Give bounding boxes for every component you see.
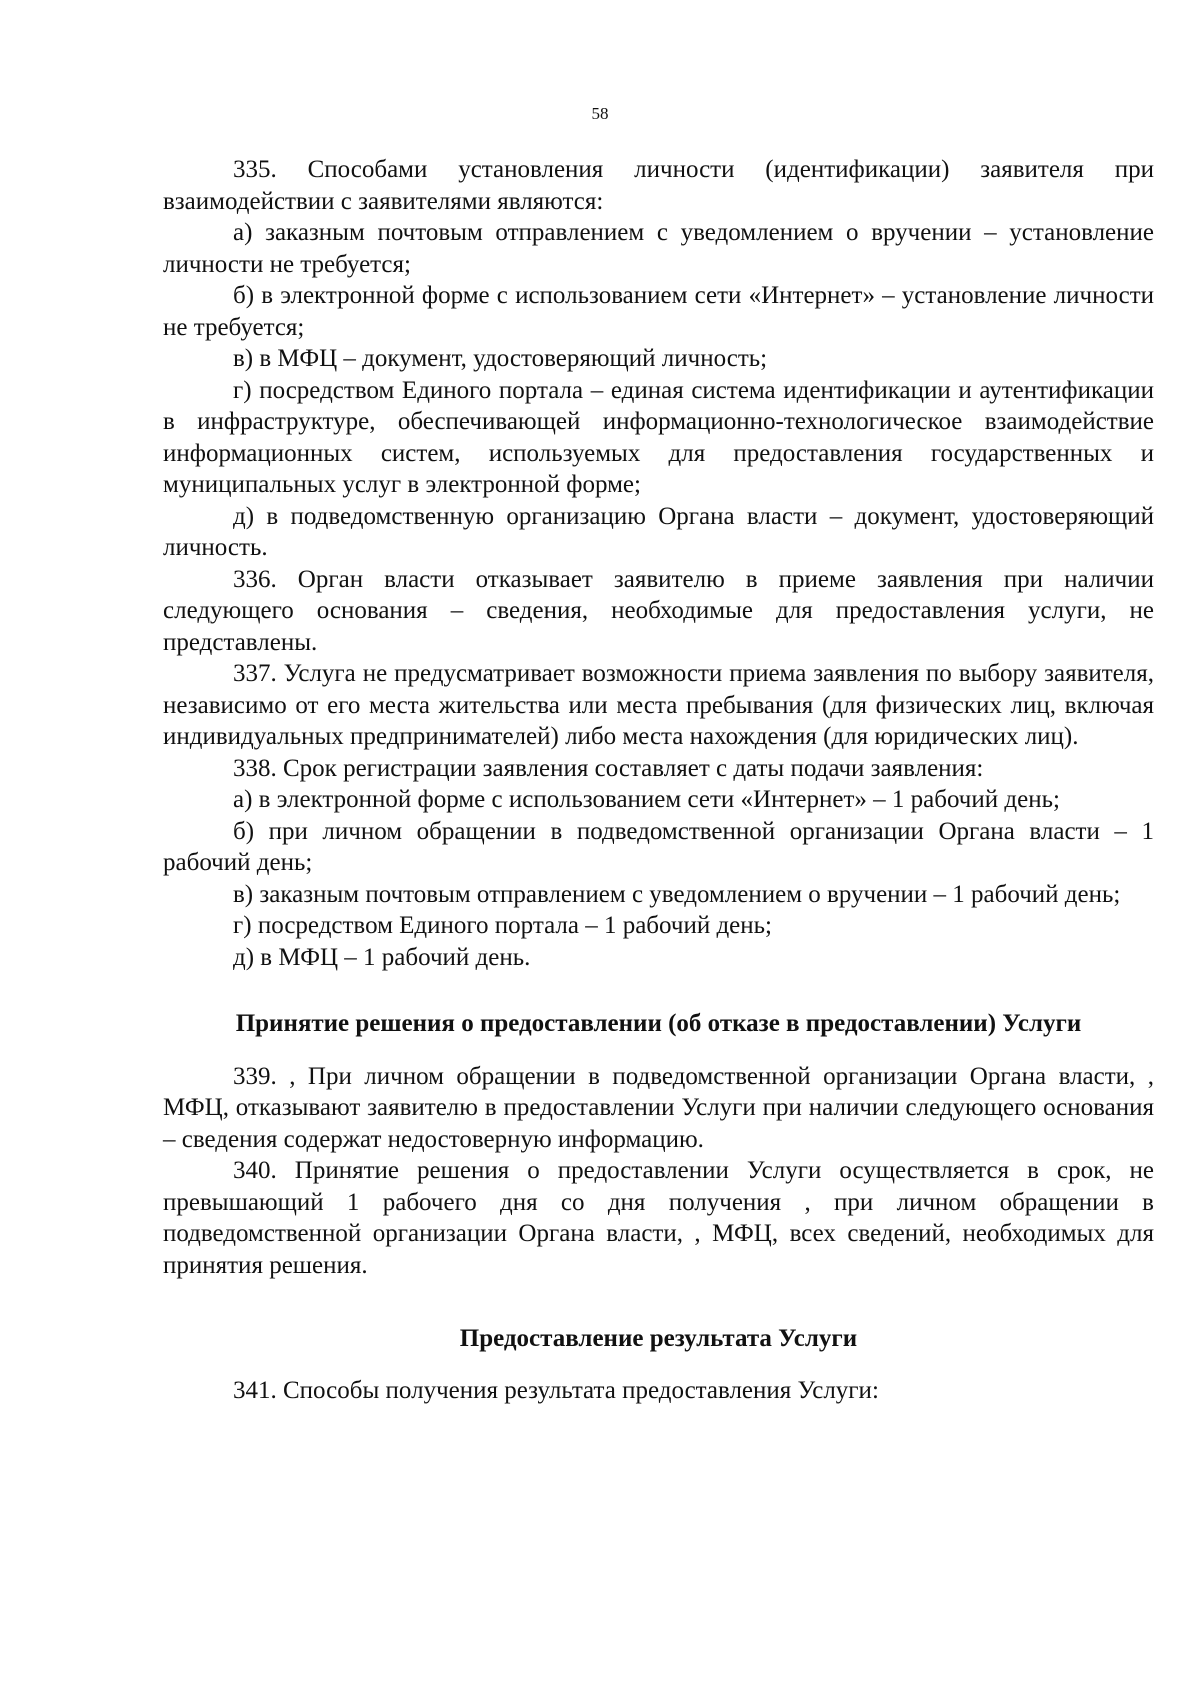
paragraph-339: 339. , При личном обращении в подведомственной организации Органа власти, , МФЦ, отказывают заявителю в предоставлении Услуги при наличии следующего основания – сведения содержат недостоверную информацию. [163,1062,1154,1153]
paragraph-338-d: д) в МФЦ – 1 рабочий день. [233,943,531,971]
section-heading-decision: Принятие решения о предоставлении (об отказе в предоставлении) Услуги [235,1010,1082,1037]
paragraph-340: 340. Принятие решения о предоставлении Услуги осуществляется в срок, не превышающий 1 рабочего дня со дня получения , при личном обращении в подведомственной организации Органа власти, , МФЦ, всех сведений, необходимых для принятия решения. [163,1157,1154,1279]
paragraph-335-d: д) в подведомственную организацию Органа власти – документ, удостоверяющий личность. [163,502,1154,561]
paragraph-335-g: г) посредством Единого портала – единая система идентификации и аутентификации в инфраструктуре, обеспечивающей информационно-технологическое взаимодействие информационных систем, используемых для предоставления государственных и муниципальных услуг в электронной форме; [163,376,1154,498]
document-body [163,154,1154,1406]
paragraph-336: 336. Орган власти отказывает заявителю в приеме заявления при наличии следующего основания – сведения, необходимые для предоставления услуги, не представлены. [163,565,1154,656]
paragraph-338-a: а) в электронной форме с использованием сети «Интернет» – 1 рабочий день; [233,786,1060,813]
paragraph-338: 338. Срок регистрации заявления составляет с даты подачи заявления: [233,754,984,782]
paragraph-341: 341. Способы получения результата предоставления Услуги: [233,1376,879,1404]
section-heading-result: Предоставление результата Услуги [459,1325,858,1352]
page-number: 58 [591,104,609,123]
paragraph-335-b: б) в электронной форме с использованием сети «Интернет» – установление личности не требуется; [163,282,1154,341]
paragraph-337: 337. Услуга не предусматривает возможности приема заявления по выбору заявителя, независимо от его места жительства или места пребывания (для физических лиц, включая индивидуальных предпринимателей) либо места нахождения (для юридических лиц). [163,660,1154,750]
paragraph-335-v: в) в МФЦ – документ, удостоверяющий личность; [233,345,768,372]
paragraph-338-b: б) при личном обращении в подведомственной организации Органа власти – 1 рабочий день; [163,817,1154,876]
paragraph-338-v: в) заказным почтовым отправлением с уведомлением о вручении – 1 рабочий день; [233,880,1121,908]
paragraph-335-a: а) заказным почтовым отправлением с уведомлением о вручении – установление личности не требуется; [163,219,1154,278]
paragraph-338-g: г) посредством Единого портала – 1 рабочий день; [233,912,773,939]
paragraph-335: 335. Способами установления личности (идентификации) заявителя при взаимодействии с заявителями являются: [163,156,1154,215]
